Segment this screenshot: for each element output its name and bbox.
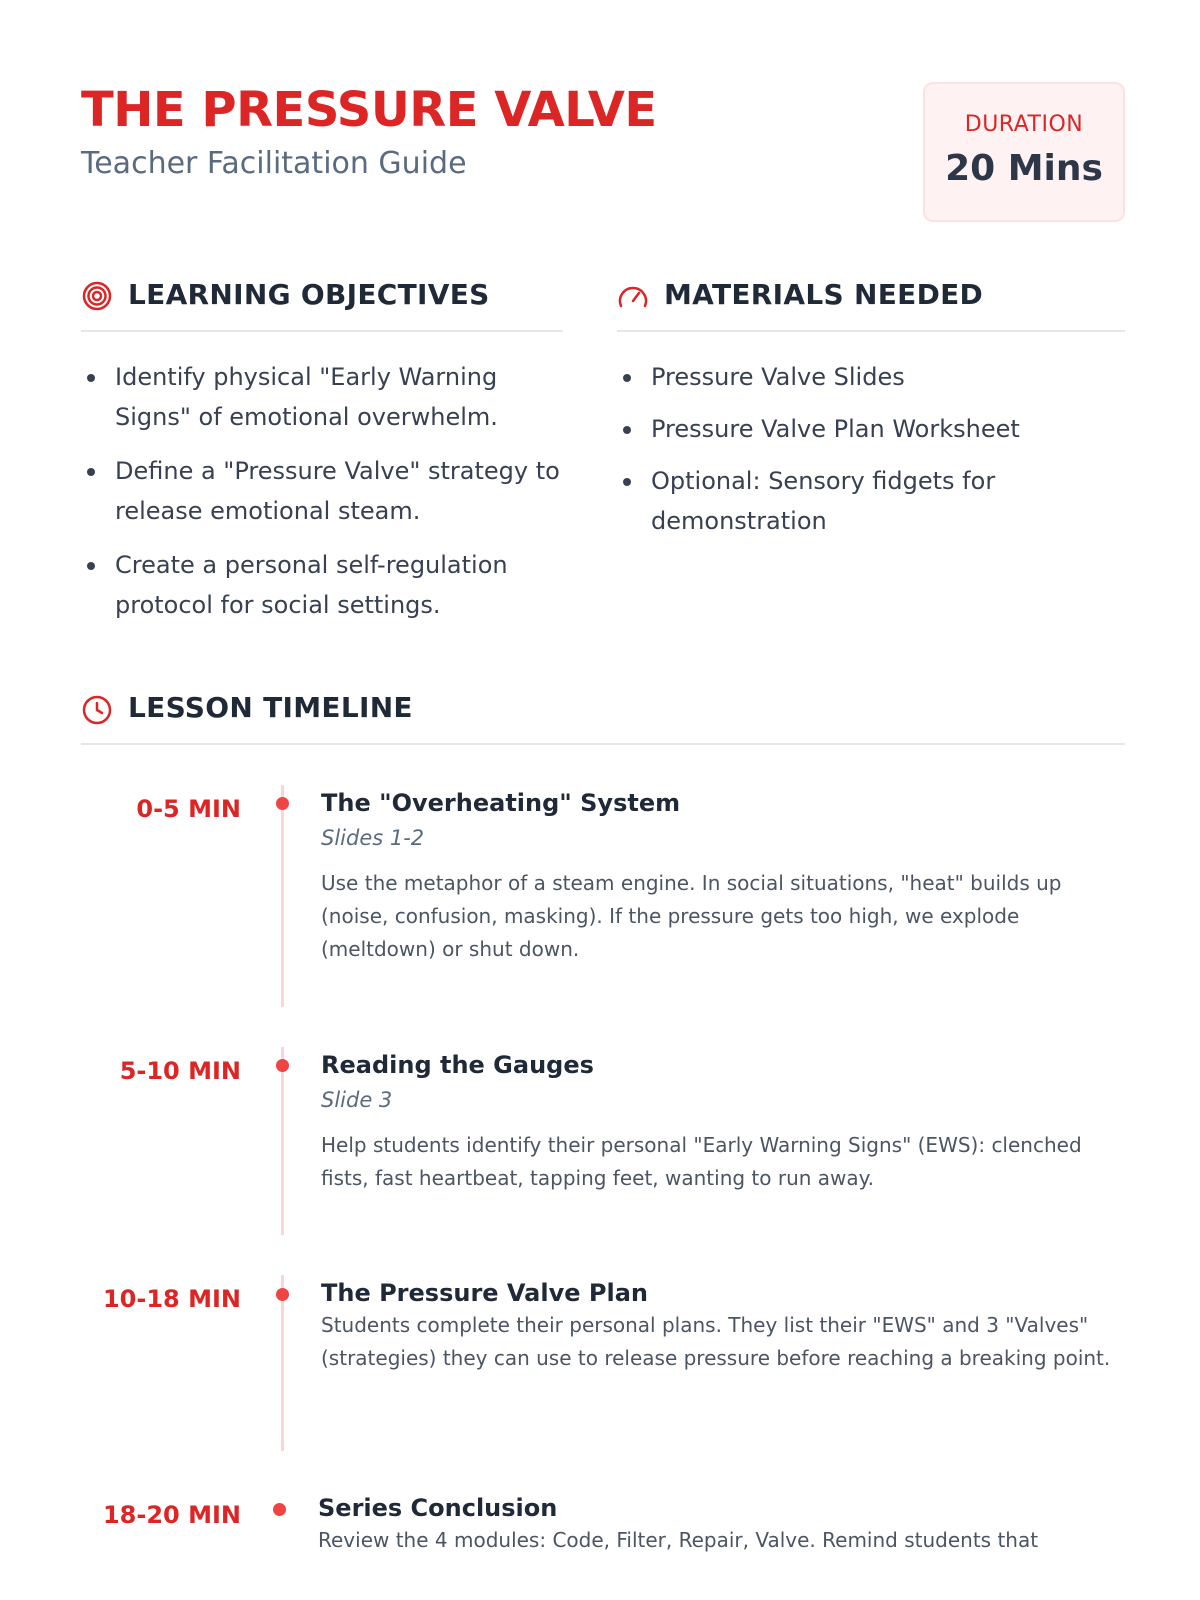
timeline-dot (276, 1059, 289, 1072)
facilitation-guide (81, 0, 1125, 1552)
timeline-time: 0-5 MIN (136, 795, 241, 823)
clock-icon (81, 693, 115, 727)
duration-label: DURATION (964, 112, 1084, 137)
header (81, 0, 1125, 230)
target-icon (81, 280, 115, 314)
timeline-item (81, 785, 1125, 1007)
timeline-description: Students complete their personal plans. They list their "EWS" and 3 "Valves" (strategies) they can use to release pressure before reaching a breaking point. (321, 1313, 1111, 1370)
timeline-line (281, 785, 284, 1007)
timeline-body (318, 1492, 1108, 1557)
timeline-time: 5-10 MIN (119, 1057, 241, 1085)
timeline-line (281, 1275, 284, 1451)
timeline-item (81, 1490, 1125, 1600)
timeline-item (81, 1275, 1125, 1451)
objective-item: Create a personal self-regulation protocol for social settings. (81, 545, 563, 625)
timeline-time: 10-18 MIN (102, 1285, 241, 1313)
timeline-heading-label: LESSON TIMELINE (128, 691, 413, 724)
timeline-slides: Slides 1-2 (321, 826, 425, 850)
timeline-time: 18-20 MIN (102, 1501, 241, 1529)
material-item: Pressure Valve Slides (617, 357, 1125, 397)
timeline-title: Series Conclusion (318, 1494, 558, 1522)
materials-list (617, 357, 1125, 555)
objective-item: Define a "Pressure Valve" strategy to release emotional steam. (81, 451, 563, 531)
gauge-icon (617, 280, 651, 314)
page-title: THE PRESSURE VALVE (81, 82, 657, 138)
timeline-body (321, 787, 1111, 966)
duration-badge (923, 82, 1125, 222)
materials-heading (617, 270, 1125, 332)
objectives-list (81, 357, 563, 639)
timeline-line (281, 1047, 284, 1235)
timeline-dot (273, 1503, 286, 1516)
timeline-slides: Slide 3 (321, 1088, 393, 1112)
duration-value: 20 Mins (945, 148, 1103, 189)
timeline-dot (276, 1288, 289, 1301)
materials-heading-label: MATERIALS NEEDED (664, 278, 984, 311)
page-subtitle: Teacher Facilitation Guide (81, 146, 467, 181)
timeline-heading (81, 683, 1125, 745)
timeline-title: Reading the Gauges (321, 1051, 594, 1079)
timeline-item (81, 1047, 1125, 1235)
timeline-title: The "Overheating" System (321, 789, 681, 817)
material-item: Pressure Valve Plan Worksheet (617, 409, 1125, 449)
timeline-body (321, 1277, 1111, 1375)
timeline-title: The Pressure Valve Plan (321, 1279, 648, 1307)
objectives-heading (81, 270, 563, 332)
timeline-description: Review the 4 modules: Code, Filter, Repair, Valve. Remind students that (318, 1528, 1039, 1552)
objective-item: Identify physical "Early Warning Signs" of emotional overwhelm. (81, 357, 563, 437)
material-item: Optional: Sensory fidgets for demonstration (617, 461, 1125, 541)
timeline-dot (276, 797, 289, 810)
timeline-description: Help students identify their personal "Early Warning Signs" (EWS): clenched fists, fast heartbeat, tapping feet, wanting to run away. (321, 1133, 1082, 1190)
objectives-heading-label: LEARNING OBJECTIVES (128, 278, 490, 311)
timeline-description: Use the metaphor of a steam engine. In social situations, "heat" builds up (noise, confusion, masking). If the pressure gets too high, we explode (meltdown) or shut down. (321, 871, 1062, 961)
timeline-body (321, 1049, 1111, 1195)
